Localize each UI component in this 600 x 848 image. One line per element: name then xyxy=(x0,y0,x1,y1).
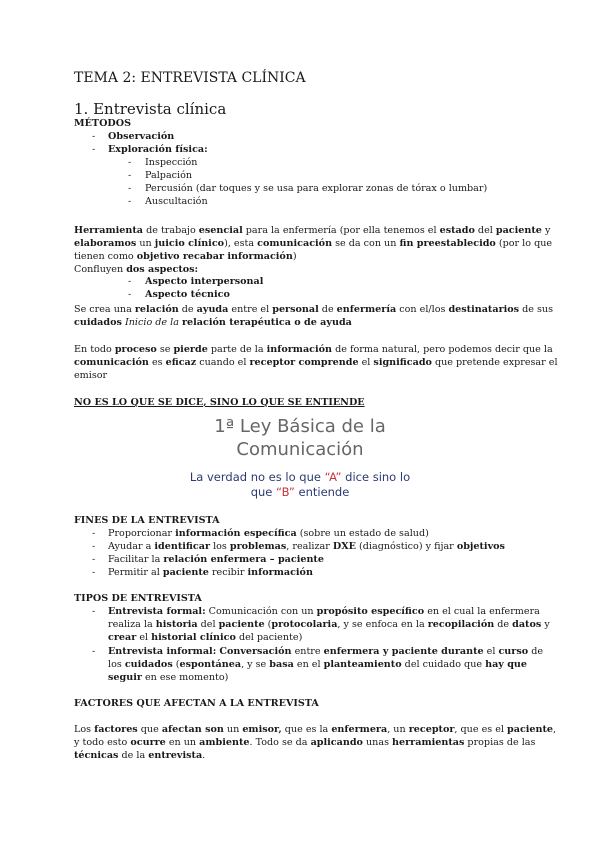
method-item: Observación xyxy=(108,131,175,142)
paragraph-line: Se crea una relación de ayuda entre el personal de enfermería con el/los destinatarios de sus xyxy=(74,304,554,315)
paragraph-line: cuidados Inicio de la relación terapéutica o de ayuda xyxy=(74,317,352,328)
bullet-dash: - xyxy=(92,646,96,657)
bullet-dash: - xyxy=(128,157,132,168)
list-item-continuation: realiza la historia del paciente (protocolaria, y se enfoca en la recopilación de datos y xyxy=(108,619,550,630)
sub-method-item: Palpación xyxy=(145,170,193,181)
aspect-item: Aspecto interpersonal xyxy=(145,276,264,287)
section-heading: 1. Entrevista clínica xyxy=(74,100,227,118)
slogan: NO ES LO QUE SE DICE, SINO LO QUE SE ENTIENDE xyxy=(74,397,365,408)
law-title: 1ª Ley Básica de la xyxy=(214,416,386,437)
list-item: Entrevista formal: Comunicación con un propósito específico en el cual la enfermera xyxy=(108,606,540,617)
bullet-dash: - xyxy=(92,131,96,142)
paragraph-line: En todo proceso se pierde parte de la información de forma natural, pero podemos decir que la xyxy=(74,344,553,355)
list-item: Permitir al paciente recibir información xyxy=(108,567,313,578)
paragraph-line: tienen como objetivo recabar información) xyxy=(74,251,297,262)
document-title: TEMA 2: ENTREVISTA CLÍNICA xyxy=(74,70,306,86)
bullet-dash: - xyxy=(92,554,96,565)
bullet-dash: - xyxy=(128,183,132,194)
paragraph-line: y todo esto ocurre en un ambiente. Todo se da aplicando unas herramientas propias de las xyxy=(74,737,536,748)
bullet-dash: - xyxy=(92,606,96,617)
bullet-dash: - xyxy=(92,567,96,578)
paragraph-line: Herramienta de trabajo esencial para la enfermería (por ella tenemos el estado del paciente y xyxy=(74,225,551,236)
law-subtitle: La verdad no es lo que “A” dice sino lo xyxy=(189,470,411,484)
list-item-continuation: seguir en ese momento) xyxy=(108,672,229,683)
bullet-dash: - xyxy=(92,541,96,552)
aspect-item: Aspecto técnico xyxy=(145,289,230,300)
list-item: Ayudar a identificar los problemas, realizar DXE (diagnóstico) y fijar objetivos xyxy=(108,541,505,552)
list-item: Entrevista informal: Conversación entre enfermera y paciente durante el curso de xyxy=(108,646,544,657)
section-heading: FACTORES QUE AFECTAN A LA ENTREVISTA xyxy=(74,698,319,709)
paragraph-line: técnicas de la entrevista. xyxy=(74,750,206,761)
section-heading: FINES DE LA ENTREVISTA xyxy=(74,515,220,526)
paragraph-line: comunicación es eficaz cuando el receptor comprende el significado que pretende expresar el xyxy=(74,357,558,368)
bullet-dash: - xyxy=(128,289,132,300)
list-item-continuation: crear el historial clínico del paciente) xyxy=(108,632,303,643)
sub-method-item: Auscultación xyxy=(145,196,208,207)
paragraph-line: elaboramos un juicio clínico), esta comunicación se da con un fin preestablecido (por lo que xyxy=(74,238,553,249)
paragraph-line: emisor xyxy=(74,370,108,381)
section-heading: TIPOS DE ENTREVISTA xyxy=(74,593,202,604)
law-title: Comunicación xyxy=(236,439,364,460)
list-item: Facilitar la relación enfermera – paciente xyxy=(108,554,324,565)
bullet-dash: - xyxy=(92,144,96,155)
bullet-dash: - xyxy=(128,196,132,207)
paragraph-line: Los factores que afectan son un emisor, que es la enfermera, un receptor, que es el paciente, xyxy=(74,724,557,735)
list-item: Proporcionar información específica (sobre un estado de salud) xyxy=(108,528,429,539)
bullet-dash: - xyxy=(128,170,132,181)
sub-method-item: Percusión (dar toques y se usa para explorar zonas de tórax o lumbar) xyxy=(145,183,488,194)
methods-label: MÉTODOS xyxy=(74,118,132,129)
sub-method-item: Inspección xyxy=(145,157,198,168)
list-item-continuation: los cuidados (espontánea, y se basa en el planteamiento del cuidado que hay que xyxy=(108,659,528,670)
paragraph-line: Confluyen dos aspectos: xyxy=(74,264,199,275)
bullet-dash: - xyxy=(92,528,96,539)
bullet-dash: - xyxy=(128,276,132,287)
method-item: Exploración física: xyxy=(108,144,208,155)
law-subtitle: que “B” entiende xyxy=(250,485,350,499)
